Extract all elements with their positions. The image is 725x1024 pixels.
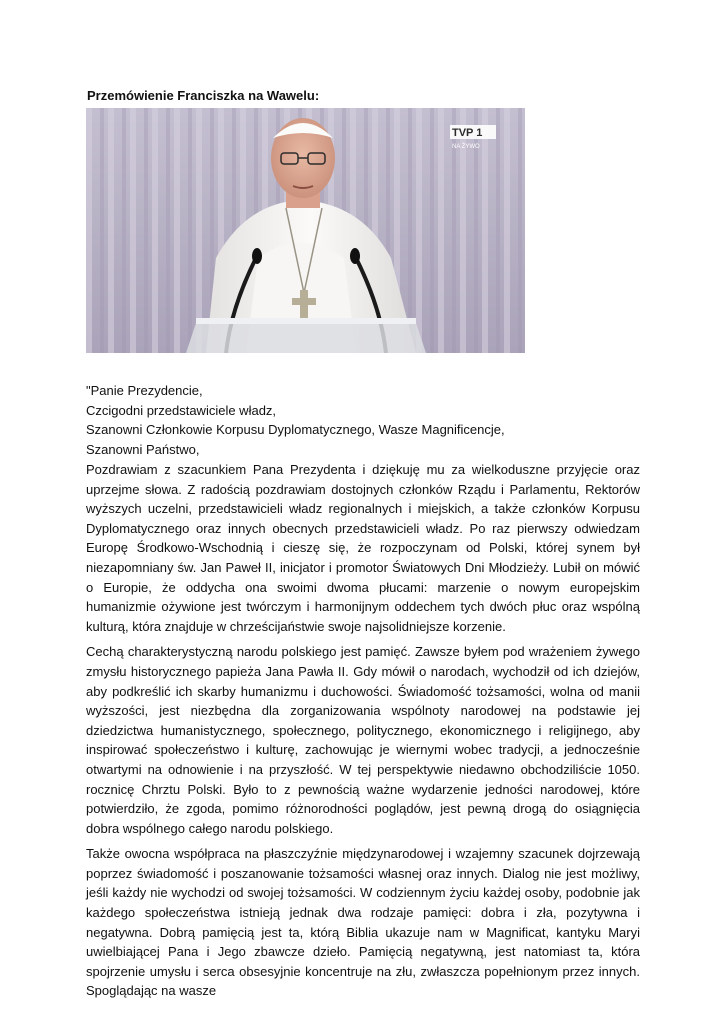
greeting-line: "Panie Prezydencie, [86,383,203,398]
speech-photo [86,108,525,353]
paragraph: Także owocna współpraca na płaszczyźnie międzynarodowej i wzajemny szacunek dojrzewają poprzez świadomość i poszanowanie tożsamości własnej oraz innych. Dialog nie jest możliwy, jeśli każdy nie wychodzi od swojej tożsamości. W codziennym życiu każdej osoby, podobnie jak każdego społeczeństwa istnieją jednak dwa rodzaje pamięci: dobra i zła, pozytywna i negatywna. Dobrą pamięcią jest ta, którą Biblia ukazuje nam w Magnificat, kantyku Maryi uwielbiającej Pana i Jego zbawcze dzieło. Pamięcią negatywną, jest natomiast ta, która spojrzenie umysłu i serca obsesyjnie koncentruje na złu, zwłaszcza popełnionym przez innych. Spoglądając na wasze [86,846,640,999]
document-title: Przemówienie Franciszka na Wawelu: [87,88,320,103]
paragraph: Cechą charakterystyczną narodu polskiego jest pamięć. Zawsze byłem pod wrażeniem żywego zmysłu historycznego papieża Jana Pawła II. Gdy mówił o narodach, wychodził od ich dziejów, aby podkreślić ich skarby humanizmu i duchowości. Świadomość tożsamości, wolna od manii wyższości, jest niezbędna dla zorganizowania wspólnoty narodowej na podstawie jej dziedzictwa humanistycznego, społecznego, politycznego, ekonomicznego i religijnego, aby inspirować społeczeństwo i kulturę, zachowując je wiernymi wobec tradycji, a jednocześnie otwartymi na odnowienie i na przyszłość. W tej perspektywie niedawno obchodziliście 1050. rocznicę Chrztu Polski. Było to z pewnością ważne wydarzenie jedności narodowej, które potwierdziło, że zgoda, pomimo różnorodności poglądów, jest pewną drogą do osiągnięcia dobra wspólnego całego narodu polskiego. [86,644,640,836]
broadcaster-logo: TVP 1 [452,127,483,139]
greeting-line: Szanowni Członkowie Korpusu Dyplomatycznego, Wasze Magnificencje, [86,422,505,438]
broadcaster-sub: NA ŻYWO [452,144,480,150]
speech-body [86,460,640,1007]
greeting-line: Czcigodni przedstawiciele władz, [86,402,277,418]
greeting-block [86,381,646,459]
paragraph: Pozdrawiam z szacunkiem Pana Prezydenta i dziękuję mu za wielkoduszne przyjęcie oraz uprzejme słowa. Z radością pozdrawiam dostojnych członków Rządu i Parlamentu, Rektorów wyższych uczelni, przedstawicieli władz regionalnych i miejskich, a także członków Korpusu Dyplomatycznego oraz innych obecnych przedstawicieli władz. Po raz pierwszy odwiedzam Europę Środkowo-Wschodnią i cieszę się, że rozpoczynam od Polski, której synem był niezapomniany św. Jan Paweł II, inicjator i promotor Światowych Dni Młodzieży. Lubił on mówić o Europie, że oddycha ona swoimi dwoma płucami: marzenie o nowym europejskim humanizmie ożywione jest twórczym i harmonijnym oddechem tych dwóch płuc oraz wspólną kulturą, która znajduje w chrześcijaństwie swoje najsolidniejsze korzenie. [86,462,640,634]
greeting-line: Szanowni Państwo, [86,441,200,457]
